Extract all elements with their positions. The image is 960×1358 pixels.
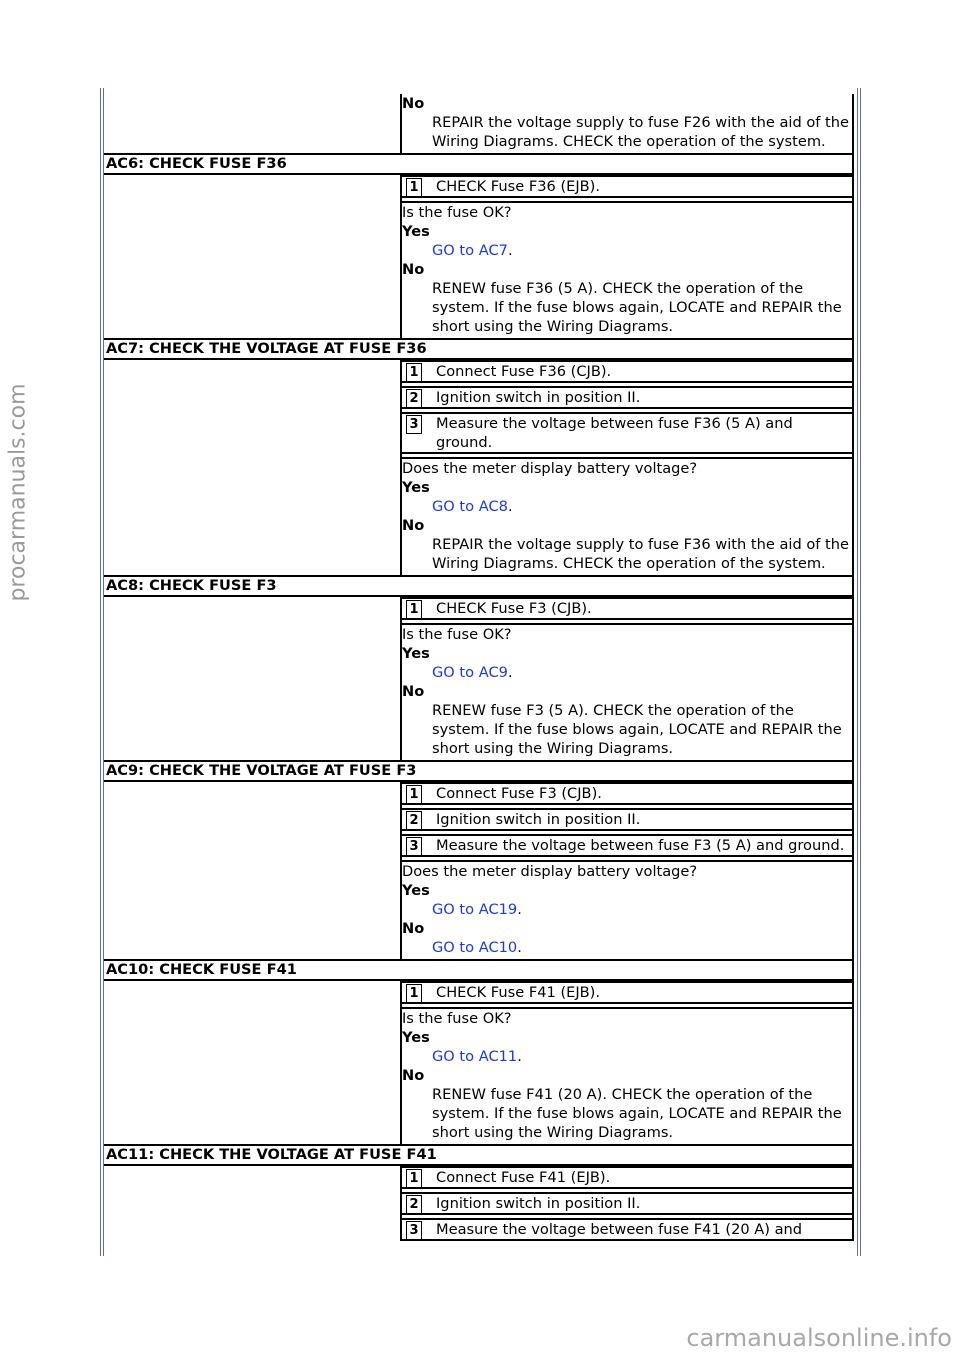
intro-no-block [400,94,854,153]
step-number: 1 [406,178,422,197]
no-answer [402,701,852,760]
step-number: 2 [406,389,422,408]
section-title: AC6: CHECK FUSE F36 [104,153,854,175]
step-row [402,782,852,805]
yes-label: Yes [402,1029,430,1046]
yes-answer [402,900,852,919]
section-title: AC9: CHECK THE VOLTAGE AT FUSE F3 [104,760,854,782]
no-answer [402,535,852,575]
yes-link[interactable]: GO to AC8 [432,498,508,515]
yes-label: Yes [402,882,430,899]
no-text: . [517,939,522,956]
step-number: 3 [406,415,422,434]
section-title: AC11: CHECK THE VOLTAGE AT FUSE F41 [104,1144,854,1166]
no-label: No [402,683,425,700]
diagnostic-document [104,94,854,1241]
step-row [402,1166,852,1189]
step-text: Ignition switch in position II. [436,1195,641,1212]
section-title: AC8: CHECK FUSE F3 [104,575,854,597]
step-text: Ignition switch in position II. [436,389,641,406]
section-body [400,782,854,959]
question-text: Is the fuse OK? [402,626,512,643]
step-number: 1 [406,984,422,1003]
no-text: RENEW fuse F3 (5 A). CHECK the operation of the system. If the fuse blows again, LOCATE and REPAIR the short using the Wiring Diagrams. [432,702,842,757]
step-text: Measure the voltage between fuse F3 (5 A) and ground. [436,837,845,854]
yes-link[interactable]: GO to AC19 [432,901,518,918]
no-text: REPAIR the voltage supply to fuse F26 with the aid of the Wiring Diagrams. CHECK the operation of the system. [432,114,850,150]
question-answer-block [402,201,852,338]
question-answer-block [402,623,852,760]
yes-link[interactable]: GO to AC9 [432,664,508,681]
step-row [402,808,852,831]
yes-answer [402,497,852,516]
step-number: 2 [406,1195,422,1214]
step-row [402,1192,852,1215]
step-row [402,597,852,620]
step-row [402,1218,852,1241]
section-body [400,360,854,575]
section-body [400,597,854,760]
question-answer-block [402,1007,852,1144]
section-title: AC7: CHECK THE VOLTAGE AT FUSE F36 [104,338,854,360]
yes-answer [402,663,852,682]
step-number: 1 [406,600,422,619]
yes-label: Yes [402,645,430,662]
step-text: Connect Fuse F3 (CJB). [436,785,602,802]
no-answer [402,279,852,338]
no-answer [402,1085,852,1144]
side-watermark: procarmanuals.com [5,383,31,602]
no-link[interactable]: GO to AC10 [432,939,518,956]
yes-tail: . [507,664,513,681]
yes-link[interactable]: GO to AC11 [432,1048,518,1065]
bottom-watermark: carmanualsonline.info [686,1324,952,1352]
right-frame-line [857,88,858,1256]
step-row [402,360,852,383]
yes-link[interactable]: GO to AC7 [432,242,508,259]
step-number: 3 [406,837,422,856]
section-title: AC10: CHECK FUSE F41 [104,959,854,981]
question-text: Is the fuse OK? [402,204,512,221]
step-text: CHECK Fuse F36 (EJB). [436,178,601,195]
yes-answer [402,241,852,260]
section-body [400,1166,854,1241]
yes-label: Yes [402,479,430,496]
no-text: RENEW fuse F41 (20 A). CHECK the operation of the system. If the fuse blows again, LOCATE and REPAIR the short using the Wiring Diagrams. [432,1086,842,1141]
step-text: CHECK Fuse F3 (CJB). [436,600,592,617]
step-row [402,175,852,198]
left-frame-line [100,88,101,1256]
step-number: 3 [406,1221,422,1240]
question-answer-block [402,457,852,575]
step-text: Measure the voltage between fuse F41 (20 A) and [436,1221,803,1238]
question-text: Does the meter display battery voltage? [402,460,698,477]
step-text: CHECK Fuse F41 (EJB). [436,984,601,1001]
no-label: No [402,95,425,112]
no-label: No [402,920,425,937]
question-text: Is the fuse OK? [402,1010,512,1027]
question-answer-block [402,860,852,959]
step-number: 1 [406,785,422,804]
step-row [402,981,852,1004]
step-row [402,412,852,454]
step-text: Connect Fuse F36 (CJB). [436,363,612,380]
yes-tail: . [517,901,522,918]
section-body [400,175,854,338]
no-label: No [402,1067,425,1084]
step-number: 2 [406,811,422,830]
step-text: Measure the voltage between fuse F36 (5 A) and ground. [436,415,793,451]
yes-answer [402,1047,852,1066]
yes-tail: . [507,498,513,515]
yes-tail: . [517,1048,522,1065]
right-frame-line-outer [860,88,861,1256]
step-text: Ignition switch in position II. [436,811,641,828]
step-number: 1 [406,363,422,382]
no-label: No [402,261,425,278]
question-text: Does the meter display battery voltage? [402,863,698,880]
no-label: No [402,517,425,534]
yes-label: Yes [402,223,430,240]
step-text: Connect Fuse F41 (EJB). [436,1169,611,1186]
yes-tail: . [507,242,513,259]
sections-container [104,153,854,1241]
step-row [402,386,852,409]
step-number: 1 [406,1169,422,1188]
no-answer [402,938,852,959]
step-row [402,834,852,857]
section-body [400,981,854,1144]
no-text: REPAIR the voltage supply to fuse F36 with the aid of the Wiring Diagrams. CHECK the operation of the system. [432,536,850,572]
no-text: RENEW fuse F36 (5 A). CHECK the operation of the system. If the fuse blows again, LOCATE and REPAIR the short using the Wiring Diagrams. [432,280,842,335]
